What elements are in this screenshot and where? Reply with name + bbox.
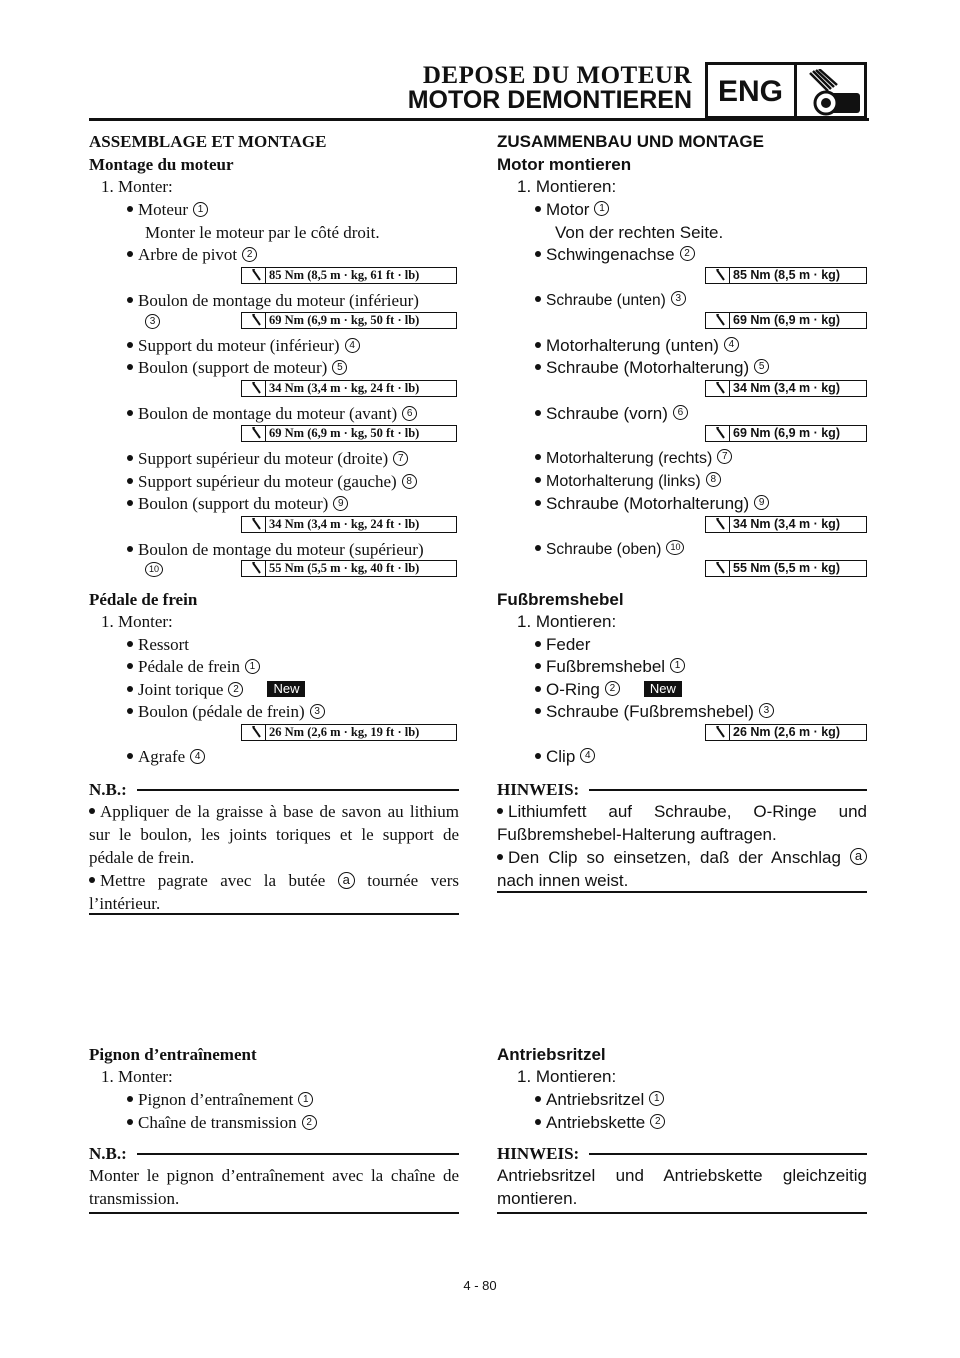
list-item: Schraube (Motorhalterung) 5 (535, 358, 769, 378)
note-rule (497, 891, 867, 893)
torque-wrench-icon (714, 313, 728, 328)
list-item: Motorhalterung (links) 8 (535, 472, 721, 492)
list-item: Motor 1 (535, 200, 609, 220)
torque-spec: 55 Nm (5,5 m · kg) (705, 560, 867, 577)
torque-wrench-icon (250, 725, 264, 740)
list-item: Support du moteur (inférieur) 4 (127, 336, 360, 356)
list-item: Boulon de montage du moteur (inférieur) (127, 291, 419, 311)
list-item: Boulon de montage du moteur (supérieur) (127, 540, 424, 560)
note-header: HINWEIS: (497, 780, 867, 800)
torque-wrench-icon (250, 517, 264, 532)
step-1: 1. Monter: (101, 612, 173, 631)
list-item: Pédale de frein 1 (127, 657, 260, 677)
list-item: Support supérieur du moteur (gauche) 8 (127, 472, 417, 492)
torque-wrench-icon (714, 268, 728, 283)
torque-spec: 69 Nm (6,9 m · kg, 50 ft · lb) (241, 312, 457, 329)
torque-spec: 34 Nm (3,4 m · kg) (705, 516, 867, 533)
list-item: Antriebskette 2 (535, 1113, 665, 1133)
list-item: Arbre de pivot 2 (127, 245, 257, 265)
title-fr: DEPOSE DU MOTEUR (422, 62, 692, 89)
list-item: Schraube (unten) 3 (535, 291, 686, 311)
list-item: Joint torique 2 New (127, 680, 305, 700)
note-item: Lithiumfett auf Schraube, O-Ringe und Fußbremshebel-Halterung auftragen. (497, 802, 867, 844)
torque-spec: 85 Nm (8,5 m · kg, 61 ft · lb) (241, 267, 457, 284)
note-header: HINWEIS: (497, 1144, 867, 1164)
list-item: Schraube (vorn) 6 (535, 404, 688, 424)
torque-spec: 69 Nm (6,9 m · kg) (705, 312, 867, 329)
step-1: 1. Monter: (101, 1067, 173, 1086)
torque-spec: 34 Nm (3,4 m · kg) (705, 380, 867, 397)
torque-spec: 69 Nm (6,9 m · kg) (705, 425, 867, 442)
torque-wrench-icon (250, 381, 264, 396)
torque-spec: 69 Nm (6,9 m · kg, 50 ft · lb) (241, 425, 457, 442)
torque-spec: 55 Nm (5,5 m · kg, 40 ft · lb) (241, 560, 457, 577)
section-tag (705, 62, 867, 119)
torque-spec: 26 Nm (2,6 m · kg) (705, 724, 867, 741)
torque-wrench-icon (714, 381, 728, 396)
heading-engine: Motor montieren (497, 155, 632, 174)
torque-wrench-icon (250, 268, 264, 283)
note-header: N.B.: (89, 1144, 459, 1164)
section-title: ZUSAMMENBAU UND MONTAGE (497, 132, 764, 151)
torque-spec: 26 Nm (2,6 m · kg, 19 ft · lb) (241, 724, 457, 741)
page-number: 4 - 80 (463, 1278, 497, 1293)
torque-wrench-icon (250, 313, 264, 328)
heading-sprocket: Antriebsritzel (497, 1045, 606, 1064)
heading-engine: Montage du moteur (89, 155, 234, 174)
section-title: ASSEMBLAGE ET MONTAGE (89, 132, 327, 151)
list-item: Schraube (Motorhalterung) 9 (535, 494, 769, 514)
list-item: O-Ring 2 New (535, 680, 682, 700)
step-1: 1. Montieren: (517, 1067, 617, 1086)
torque-spec: 34 Nm (3,4 m · kg, 24 ft · lb) (241, 516, 457, 533)
torque-wrench-icon (714, 725, 728, 740)
list-item: Motorhalterung (unten) 4 (535, 336, 739, 356)
list-item: Schwingenachse 2 (535, 245, 695, 265)
note-text: Antriebsritzel und Antriebskette gleichzeitig montieren. (497, 1166, 867, 1208)
torque-spec: 85 Nm (8,5 m · kg) (705, 267, 867, 284)
list-item: Agrafe 4 (127, 747, 205, 767)
list-item: Moteur 1 (127, 200, 208, 220)
torque-wrench-icon (714, 561, 728, 576)
list-item: Schraube (Fußbremshebel) 3 (535, 702, 774, 722)
torque-spec: 34 Nm (3,4 m · kg, 24 ft · lb) (241, 380, 457, 397)
list-item: Support supérieur du moteur (droite) 7 (127, 449, 408, 469)
list-item: Boulon (support de moteur) 5 (127, 358, 347, 378)
torque-wrench-icon (714, 426, 728, 441)
list-item: Ressort (127, 635, 189, 655)
list-item: Pignon d’entraînement 1 (127, 1090, 313, 1110)
note-text: Monter le pignon d’entraînement avec la chaîne de transmission. (89, 1166, 459, 1208)
list-item-note: Monter le moteur par le côté droit. (145, 223, 380, 242)
title-de: MOTOR DEMONTIEREN (407, 86, 692, 114)
list-item: Clip 4 (535, 747, 595, 767)
new-badge: New (644, 681, 682, 697)
torque-wrench-icon (250, 561, 264, 576)
list-item: Boulon (pédale de frein) 3 (127, 702, 325, 722)
section-tag-label: ENG (718, 75, 784, 108)
heading-brake: Fußbremshebel (497, 590, 624, 609)
note-header: N.B.: (89, 780, 459, 800)
heading-sprocket: Pignon d’entraînement (89, 1045, 257, 1064)
note-item: Appliquer de la graisse à base de savon au lithium sur le boulon, les joints toriques et le support de pédale de frein. (89, 802, 459, 867)
note-item: Mettre pagrate avec la butée a tournée vers l’intérieur. (89, 871, 459, 913)
list-item: Motorhalterung (rechts) 7 (535, 449, 732, 469)
torque-wrench-icon (250, 426, 264, 441)
list-item-number: 3 (145, 312, 160, 332)
torque-wrench-icon (714, 517, 728, 532)
step-1: 1. Montieren: (517, 612, 617, 631)
note-item: Den Clip so einsetzen, daß der Anschlag a nach innen weist. (497, 846, 867, 892)
note-rule (89, 913, 459, 915)
new-badge: New (267, 681, 305, 697)
list-item: Boulon (support du moteur) 9 (127, 494, 348, 514)
list-item: Feder (535, 635, 590, 655)
heading-brake: Pédale de frein (89, 590, 198, 609)
header-rule (89, 118, 869, 121)
list-item: Antriebsritzel 1 (535, 1090, 664, 1110)
step-1: 1. Monter: (101, 177, 173, 196)
engine-wrench-icon (804, 69, 866, 117)
list-item-note: Von der rechten Seite. (555, 223, 724, 242)
list-item: Fußbremshebel 1 (535, 657, 685, 677)
list-item: Schraube (oben) 10 (535, 540, 684, 560)
step-1: 1. Montieren: (517, 177, 617, 196)
list-item-number: 10 (145, 560, 163, 580)
note-rule (497, 1212, 867, 1214)
list-item: Boulon de montage du moteur (avant) 6 (127, 404, 417, 424)
note-rule (89, 1212, 459, 1214)
list-item: Chaîne de transmission 2 (127, 1113, 317, 1133)
